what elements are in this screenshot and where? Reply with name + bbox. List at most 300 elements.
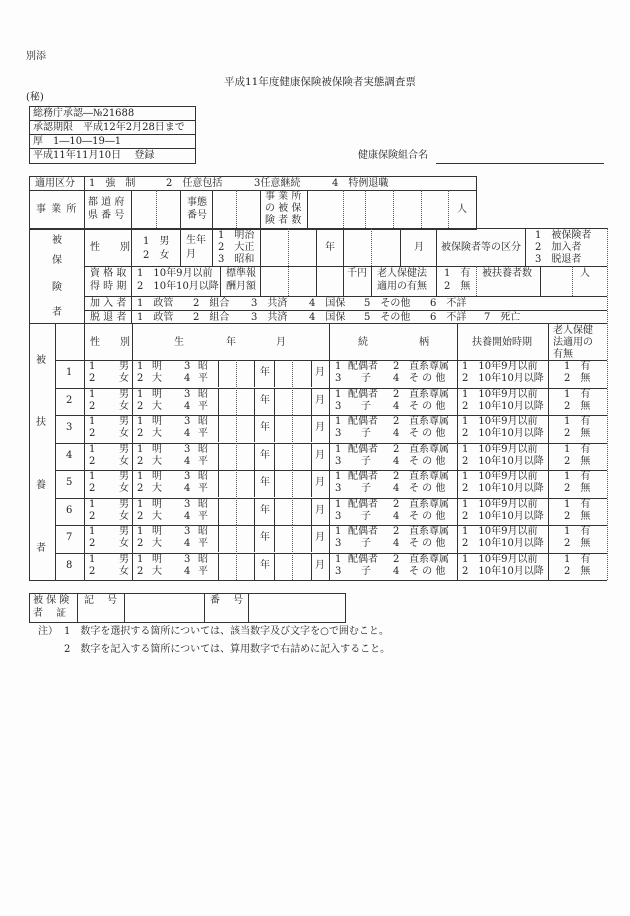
salary-unit: 千円 (347, 268, 367, 279)
note-1: 1 数字を選択する箇所については、該当数字及び文字を○で囲むこと。 (64, 626, 389, 637)
dep-era-num[interactable]: 2 (137, 483, 144, 494)
dep-era-heisei[interactable]: 平 (198, 456, 208, 467)
dep-rel-other[interactable]: そ の 他 (409, 401, 446, 412)
dep-elderly-no[interactable]: 2 無 (564, 373, 591, 384)
dep-sex-female-num[interactable]: 2 (89, 566, 96, 577)
dep-era-showa[interactable]: 昭 (198, 389, 208, 400)
salary-label-2: 酬月額 (226, 281, 256, 292)
dep-era-num[interactable]: 3 (184, 389, 191, 400)
dep-rel-num[interactable]: 1 (335, 444, 342, 455)
status-label-2: 番号 (187, 210, 207, 221)
dep-sex-female[interactable]: 女 (119, 401, 129, 412)
insured-side-label: 険 (52, 282, 62, 293)
dep-start-before[interactable]: 1 10年9月以前 (462, 389, 538, 400)
dep-rel-num[interactable]: 1 (335, 554, 342, 565)
dep-era-num[interactable]: 1 (137, 389, 144, 400)
dep-rel-spouse[interactable]: 配偶者 (348, 526, 378, 537)
dep-sex-male[interactable]: 男 (119, 444, 129, 455)
dep-rel-spouse[interactable]: 配偶者 (348, 499, 378, 510)
dep-month-unit: 月 (315, 505, 325, 516)
dep-year-unit: 年 (260, 367, 270, 378)
dep-era-num[interactable]: 4 (184, 428, 191, 439)
dep-era-meiji[interactable]: 明 (152, 416, 162, 427)
dep-elderly-no[interactable]: 2 無 (564, 538, 591, 549)
dep-rel-child[interactable]: 子 (361, 373, 371, 384)
dep-elderly-no[interactable]: 2 無 (564, 428, 591, 439)
dep-era-num[interactable]: 4 (184, 511, 191, 522)
dep-elderly-no[interactable]: 2 無 (564, 511, 591, 522)
dep-era-num[interactable]: 1 (137, 471, 144, 482)
dep-year-unit: 年 (260, 477, 270, 488)
dependent-row-number: 3 (66, 422, 73, 433)
dep-era-num[interactable]: 3 (184, 526, 191, 537)
dep-era-meiji[interactable]: 明 (152, 499, 162, 510)
dep-elderly-yes[interactable]: 1 有 (564, 554, 591, 565)
dep-era-num[interactable]: 1 (137, 444, 144, 455)
dep-era-num[interactable]: 1 (137, 554, 144, 565)
dep-start-after[interactable]: 2 10年10月以降 (462, 511, 544, 522)
approval-deadline: 承認期限 平成12年2月28日まで (33, 122, 185, 133)
category-joined[interactable]: 2 加入者 (535, 242, 582, 253)
dep-rel-num[interactable]: 3 (335, 538, 342, 549)
page-title: 平成11年度健康保険被保険者実態調査票 (224, 76, 416, 88)
era-meiji[interactable]: 1 明治 (218, 230, 255, 241)
application-option-4[interactable]: 4 特例退職 (332, 178, 389, 189)
dep-header-birth: 生 (174, 337, 184, 348)
dep-rel-ascendant[interactable]: 直系尊属 (409, 361, 449, 372)
dep-start-after[interactable]: 2 10年10月以降 (462, 401, 544, 412)
dep-start-after[interactable]: 2 10年10月以降 (462, 428, 544, 439)
elderly-yes[interactable]: 1 有 (444, 268, 471, 279)
dep-era-num[interactable]: 4 (184, 538, 191, 549)
dep-rel-ascendant[interactable]: 直系尊属 (409, 499, 449, 510)
dep-era-taisho[interactable]: 大 (152, 428, 162, 439)
dep-era-meiji[interactable]: 明 (152, 444, 162, 455)
count-label-2: の 被 保 (265, 203, 302, 214)
dep-rel-num[interactable]: 1 (335, 499, 342, 510)
dep-month-unit: 月 (315, 367, 325, 378)
dep-era-showa[interactable]: 昭 (198, 444, 208, 455)
dependents-count-label: 被扶養者数 (482, 268, 532, 279)
card-label-1: 被 保 険 (33, 595, 70, 606)
dep-era-num[interactable]: 2 (137, 566, 144, 577)
dep-sex-male-num[interactable]: 1 (89, 499, 96, 510)
dep-elderly-no[interactable]: 2 無 (564, 401, 591, 412)
join-option[interactable]: 3 共済 (251, 298, 288, 309)
dep-sex-female[interactable]: 女 (119, 428, 129, 439)
category-label: 被保険者等の区分 (441, 242, 521, 253)
dep-rel-other[interactable]: そ の 他 (409, 566, 446, 577)
dep-rel-other[interactable]: そ の 他 (409, 538, 446, 549)
dep-sex-female[interactable]: 女 (119, 456, 129, 467)
dep-rel-num[interactable]: 3 (335, 483, 342, 494)
dep-era-taisho[interactable]: 大 (152, 483, 162, 494)
dep-era-meiji[interactable]: 明 (152, 554, 162, 565)
dep-rel-num[interactable]: 2 (393, 526, 400, 537)
notes-prefix: 注） (38, 626, 58, 637)
dep-sex-female[interactable]: 女 (119, 538, 129, 549)
dep-sex-female-num[interactable]: 2 (89, 483, 96, 494)
acq-before[interactable]: 1 10年9月以前 (137, 268, 213, 279)
dep-era-heisei[interactable]: 平 (198, 401, 208, 412)
dep-rel-spouse[interactable]: 配偶者 (348, 444, 378, 455)
dep-elderly-no[interactable]: 2 無 (564, 483, 591, 494)
application-option-1[interactable]: 1 強 制 (89, 178, 136, 189)
dep-era-num[interactable]: 3 (184, 471, 191, 482)
dependent-row-number: 1 (66, 367, 73, 378)
leave-option[interactable]: 2 組合 (193, 312, 230, 323)
dep-month-unit: 月 (315, 422, 325, 433)
dep-sex-male[interactable]: 男 (119, 416, 129, 427)
dep-era-num[interactable]: 2 (137, 538, 144, 549)
dep-era-num[interactable]: 1 (137, 526, 144, 537)
dep-rel-child[interactable]: 子 (361, 456, 371, 467)
dep-header-elderly: 有無 (553, 349, 573, 360)
dep-rel-num[interactable]: 4 (393, 428, 400, 439)
dep-elderly-yes[interactable]: 1 有 (564, 416, 591, 427)
dep-header-birth: 年 (226, 337, 236, 348)
dep-header-elderly: 法適用の (553, 337, 593, 348)
dep-rel-spouse[interactable]: 配偶者 (348, 554, 378, 565)
dep-rel-ascendant[interactable]: 直系尊属 (409, 416, 449, 427)
dep-rel-num[interactable]: 4 (393, 483, 400, 494)
dep-rel-num[interactable]: 3 (335, 566, 342, 577)
insured-side-label: 者 (52, 307, 62, 318)
dep-sex-male[interactable]: 男 (119, 526, 129, 537)
dependent-row-number: 4 (66, 450, 73, 461)
dep-rel-other[interactable]: そ の 他 (409, 373, 446, 384)
dep-sex-male-num[interactable]: 1 (89, 416, 96, 427)
dep-era-num[interactable]: 2 (137, 401, 144, 412)
insured-sex-label: 性 別 (90, 242, 130, 253)
leave-option[interactable]: 3 共済 (251, 312, 288, 323)
dep-elderly-yes[interactable]: 1 有 (564, 499, 591, 510)
join-option[interactable]: 4 国保 (309, 298, 346, 309)
dep-elderly-yes[interactable]: 1 有 (564, 361, 591, 372)
dep-era-num[interactable]: 3 (184, 444, 191, 455)
dep-era-showa[interactable]: 昭 (198, 554, 208, 565)
dep-rel-spouse[interactable]: 配偶者 (348, 389, 378, 400)
dep-start-before[interactable]: 1 10年9月以前 (462, 526, 538, 537)
dep-rel-num[interactable]: 1 (335, 361, 342, 372)
dependents-side-label: 扶 (36, 417, 46, 428)
dep-era-num[interactable]: 4 (184, 373, 191, 384)
dep-header-start: 扶養開始時期 (472, 337, 532, 348)
birth-label-1: 生年 (186, 235, 206, 246)
dep-rel-num[interactable]: 2 (393, 471, 400, 482)
dep-rel-other[interactable]: そ の 他 (409, 428, 446, 439)
dep-rel-ascendant[interactable]: 直系尊属 (409, 389, 449, 400)
establishment-label: 事 業 所 (36, 204, 78, 215)
leave-option[interactable]: 7 死亡 (484, 312, 521, 323)
dep-start-after[interactable]: 2 10年10月以降 (462, 483, 544, 494)
card-symbol-label: 記 号 (84, 595, 118, 606)
dep-era-showa[interactable]: 昭 (198, 471, 208, 482)
dep-rel-num[interactable]: 4 (393, 511, 400, 522)
card-number-field[interactable] (249, 594, 344, 621)
dep-elderly-no[interactable]: 2 無 (564, 456, 591, 467)
join-option[interactable]: 5 その他 (364, 298, 411, 309)
dep-rel-child[interactable]: 子 (361, 483, 371, 494)
dep-sex-female-num[interactable]: 2 (89, 456, 96, 467)
dep-sex-female-num[interactable]: 2 (89, 511, 96, 522)
elderly-label-1: 老人保健法 (377, 268, 427, 279)
dep-sex-female-num[interactable]: 2 (89, 401, 96, 412)
status-label-1: 事態 (187, 197, 207, 208)
dep-rel-child[interactable]: 子 (361, 401, 371, 412)
dep-rel-num[interactable]: 2 (393, 444, 400, 455)
dep-header-sex: 性 別 (90, 337, 130, 348)
dep-start-after[interactable]: 2 10年10月以降 (462, 538, 544, 549)
dep-sex-male[interactable]: 男 (119, 554, 129, 565)
dep-era-heisei[interactable]: 平 (198, 511, 208, 522)
dep-era-taisho[interactable]: 大 (152, 373, 162, 384)
dep-sex-male-num[interactable]: 1 (89, 361, 96, 372)
insured-side-label: 保 (52, 255, 62, 266)
leave-option[interactable]: 1 政管 (137, 312, 174, 323)
dep-era-meiji[interactable]: 明 (152, 389, 162, 400)
dependent-row-number: 2 (66, 395, 73, 406)
dep-era-num[interactable]: 1 (137, 499, 144, 510)
dep-era-num[interactable]: 3 (184, 499, 191, 510)
dep-era-heisei[interactable]: 平 (198, 483, 208, 494)
dep-rel-num[interactable]: 2 (393, 361, 400, 372)
dep-sex-female-num[interactable]: 2 (89, 373, 96, 384)
dep-sex-male[interactable]: 男 (119, 361, 129, 372)
dep-era-showa[interactable]: 昭 (198, 416, 208, 427)
dep-header-birth: 月 (276, 337, 286, 348)
elderly-label-2: 適用の有無 (377, 281, 427, 292)
dep-rel-ascendant[interactable]: 直系尊属 (409, 444, 449, 455)
dep-rel-spouse[interactable]: 配偶者 (348, 361, 378, 372)
dep-era-taisho[interactable]: 大 (152, 566, 162, 577)
application-option-3[interactable]: 3任意継続 (254, 178, 301, 189)
dep-rel-num[interactable]: 3 (335, 373, 342, 384)
dep-start-before[interactable]: 1 10年9月以前 (462, 499, 538, 510)
confidential-mark: (秘) (26, 92, 44, 103)
acq-label-2: 得 時 期 (90, 281, 127, 292)
dep-sex-male[interactable]: 男 (119, 471, 129, 482)
card-symbol-field[interactable] (125, 594, 204, 621)
approval-number: 総務庁承認―№21688 (33, 108, 135, 119)
insured-month-unit: 月 (414, 242, 424, 253)
union-name-label: 健康保険組合名 (358, 150, 428, 161)
dep-start-after[interactable]: 2 10年10月以降 (462, 566, 544, 577)
dep-rel-other[interactable]: そ の 他 (409, 456, 446, 467)
dep-era-taisho[interactable]: 大 (152, 511, 162, 522)
dep-sex-male-num[interactable]: 1 (89, 389, 96, 400)
category-insured[interactable]: 1 被保険者 (535, 230, 592, 241)
dep-month-unit: 月 (315, 395, 325, 406)
dep-rel-num[interactable]: 3 (335, 428, 342, 439)
dep-rel-num[interactable]: 4 (393, 538, 400, 549)
era-taisho[interactable]: 2 大正 (218, 242, 255, 253)
dep-rel-num[interactable]: 1 (335, 471, 342, 482)
dep-start-before[interactable]: 1 10年9月以前 (462, 554, 538, 565)
dep-era-heisei[interactable]: 平 (198, 373, 208, 384)
dependents-side-label: 養 (36, 480, 46, 491)
dep-sex-male-num[interactable]: 1 (89, 471, 96, 482)
dep-era-meiji[interactable]: 明 (152, 526, 162, 537)
dependents-side-label: 被 (36, 355, 46, 366)
dep-sex-female[interactable]: 女 (119, 373, 129, 384)
application-option-2[interactable]: 2 任意包括 (166, 178, 223, 189)
dep-era-num[interactable]: 2 (137, 456, 144, 467)
dep-rel-ascendant[interactable]: 直系尊属 (409, 526, 449, 537)
dep-rel-spouse[interactable]: 配偶者 (348, 471, 378, 482)
dep-start-before[interactable]: 1 10年9月以前 (462, 416, 538, 427)
dep-rel-num[interactable]: 2 (393, 389, 400, 400)
join-option[interactable]: 2 組合 (193, 298, 230, 309)
dep-sex-female[interactable]: 女 (119, 566, 129, 577)
dep-era-meiji[interactable]: 明 (152, 471, 162, 482)
card-label-2: 者 証 (33, 608, 67, 619)
dep-rel-child[interactable]: 子 (361, 511, 371, 522)
dep-rel-child[interactable]: 子 (361, 538, 371, 549)
dep-header-relation: 柄 (419, 337, 429, 348)
dep-year-unit: 年 (260, 422, 270, 433)
dep-rel-num[interactable]: 1 (335, 389, 342, 400)
dep-sex-male-num[interactable]: 1 (89, 526, 96, 537)
insured-year-unit: 年 (325, 242, 335, 253)
dep-year-unit: 年 (260, 450, 270, 461)
dep-era-num[interactable]: 2 (137, 511, 144, 522)
leave-label: 脱 退 者 (90, 312, 127, 323)
join-label: 加 入 者 (90, 298, 127, 309)
dep-era-num[interactable]: 4 (184, 456, 191, 467)
dep-start-after[interactable]: 2 10年10月以降 (462, 456, 544, 467)
dependent-row-number: 5 (66, 477, 73, 488)
dep-rel-child[interactable]: 子 (361, 428, 371, 439)
dep-era-num[interactable]: 2 (137, 428, 144, 439)
card-number-label: 番 号 (210, 595, 244, 606)
dependent-row-number: 8 (66, 560, 73, 571)
union-name-field[interactable] (436, 163, 604, 164)
dep-rel-other[interactable]: そ の 他 (409, 483, 446, 494)
dep-month-unit: 月 (315, 477, 325, 488)
dep-rel-num[interactable]: 4 (393, 456, 400, 467)
dep-year-unit: 年 (260, 560, 270, 571)
dep-elderly-yes[interactable]: 1 有 (564, 444, 591, 455)
ministry-code: 厚 1―10―19―1 (33, 136, 122, 147)
dep-era-taisho[interactable]: 大 (152, 456, 162, 467)
pref-label-1: 都 道 府 (88, 197, 125, 208)
dep-rel-num[interactable]: 1 (335, 526, 342, 537)
dep-elderly-yes[interactable]: 1 有 (564, 389, 591, 400)
dep-rel-num[interactable]: 2 (393, 499, 400, 510)
dep-sex-female[interactable]: 女 (119, 511, 129, 522)
count-label-1: 事 業 所 (265, 191, 302, 202)
dep-start-before[interactable]: 1 10年9月以前 (462, 361, 538, 372)
dep-rel-num[interactable]: 3 (335, 401, 342, 412)
insured-sex-male[interactable]: 1 男 (143, 236, 170, 247)
acq-label-1: 資 格 取 (90, 268, 127, 279)
dep-rel-other[interactable]: そ の 他 (409, 511, 446, 522)
dep-start-before[interactable]: 1 10年9月以前 (462, 444, 538, 455)
dep-elderly-yes[interactable]: 1 有 (564, 471, 591, 482)
dep-rel-ascendant[interactable]: 直系尊属 (409, 554, 449, 565)
dep-rel-num[interactable]: 1 (335, 416, 342, 427)
dep-sex-female[interactable]: 女 (119, 483, 129, 494)
dep-month-unit: 月 (315, 532, 325, 543)
elderly-no[interactable]: 2 無 (444, 281, 471, 292)
dep-era-num[interactable]: 3 (184, 554, 191, 565)
leave-option[interactable]: 5 その他 (364, 312, 411, 323)
join-option[interactable]: 6 不詳 (430, 298, 467, 309)
dep-era-meiji[interactable]: 明 (152, 361, 162, 372)
dep-rel-child[interactable]: 子 (361, 566, 371, 577)
dep-era-showa[interactable]: 昭 (198, 361, 208, 372)
dep-rel-num[interactable]: 3 (335, 456, 342, 467)
dep-header-elderly: 老人保健 (553, 325, 593, 336)
dep-year-unit: 年 (260, 505, 270, 516)
dep-elderly-no[interactable]: 2 無 (564, 566, 591, 577)
dep-rel-num[interactable]: 2 (393, 554, 400, 565)
dep-era-num[interactable]: 1 (137, 361, 144, 372)
dep-year-unit: 年 (260, 532, 270, 543)
join-option[interactable]: 1 政管 (137, 298, 174, 309)
dep-month-unit: 月 (315, 560, 325, 571)
dep-era-num[interactable]: 3 (184, 361, 191, 372)
dep-era-num[interactable]: 4 (184, 566, 191, 577)
dep-era-num[interactable]: 1 (137, 416, 144, 427)
insured-sex-female[interactable]: 2 女 (143, 250, 170, 261)
category-left[interactable]: 3 脱退者 (535, 254, 582, 265)
dep-month-unit: 月 (315, 450, 325, 461)
insured-side-label: 被 (52, 235, 62, 246)
dep-sex-male[interactable]: 男 (119, 389, 129, 400)
dependent-row-number: 6 (66, 505, 73, 516)
leave-option[interactable]: 6 不詳 (430, 312, 467, 323)
salary-label-1: 標準報 (226, 268, 256, 279)
dep-era-taisho[interactable]: 大 (152, 401, 162, 412)
acq-after[interactable]: 2 10年10月以降 (137, 281, 219, 292)
dep-sex-male[interactable]: 男 (119, 499, 129, 510)
dep-rel-num[interactable]: 2 (393, 416, 400, 427)
dep-era-num[interactable]: 2 (137, 373, 144, 384)
dependent-row-number: 7 (66, 532, 73, 543)
dep-rel-spouse[interactable]: 配偶者 (348, 416, 378, 427)
dep-elderly-yes[interactable]: 1 有 (564, 526, 591, 537)
dep-era-taisho[interactable]: 大 (152, 538, 162, 549)
dep-header-relation: 続 (358, 337, 368, 348)
pref-label-2: 県 番 号 (88, 210, 125, 221)
dep-sex-female-num[interactable]: 2 (89, 428, 96, 439)
dep-era-showa[interactable]: 昭 (198, 526, 208, 537)
dep-era-heisei[interactable]: 平 (198, 428, 208, 439)
dep-sex-male-num[interactable]: 1 (89, 444, 96, 455)
dep-start-before[interactable]: 1 10年9月以前 (462, 471, 538, 482)
leave-option[interactable]: 4 国保 (309, 312, 346, 323)
dep-sex-female-num[interactable]: 2 (89, 538, 96, 549)
dep-era-heisei[interactable]: 平 (198, 566, 208, 577)
note-2: 2 数字を記入する箇所については、算用数字で右詰めに記入すること。 (64, 644, 391, 655)
dep-rel-ascendant[interactable]: 直系尊属 (409, 471, 449, 482)
dep-rel-num[interactable]: 4 (393, 373, 400, 384)
dep-era-num[interactable]: 4 (184, 401, 191, 412)
dep-rel-num[interactable]: 4 (393, 401, 400, 412)
dep-era-showa[interactable]: 昭 (198, 499, 208, 510)
dep-start-after[interactable]: 2 10年10月以降 (462, 373, 544, 384)
dep-rel-num[interactable]: 3 (335, 511, 342, 522)
era-showa[interactable]: 3 昭和 (218, 254, 255, 265)
dep-rel-num[interactable]: 4 (393, 566, 400, 577)
dep-era-num[interactable]: 3 (184, 416, 191, 427)
dep-era-heisei[interactable]: 平 (198, 538, 208, 549)
dep-era-num[interactable]: 4 (184, 483, 191, 494)
dep-sex-male-num[interactable]: 1 (89, 554, 96, 565)
application-label: 適用区分 (35, 178, 75, 189)
